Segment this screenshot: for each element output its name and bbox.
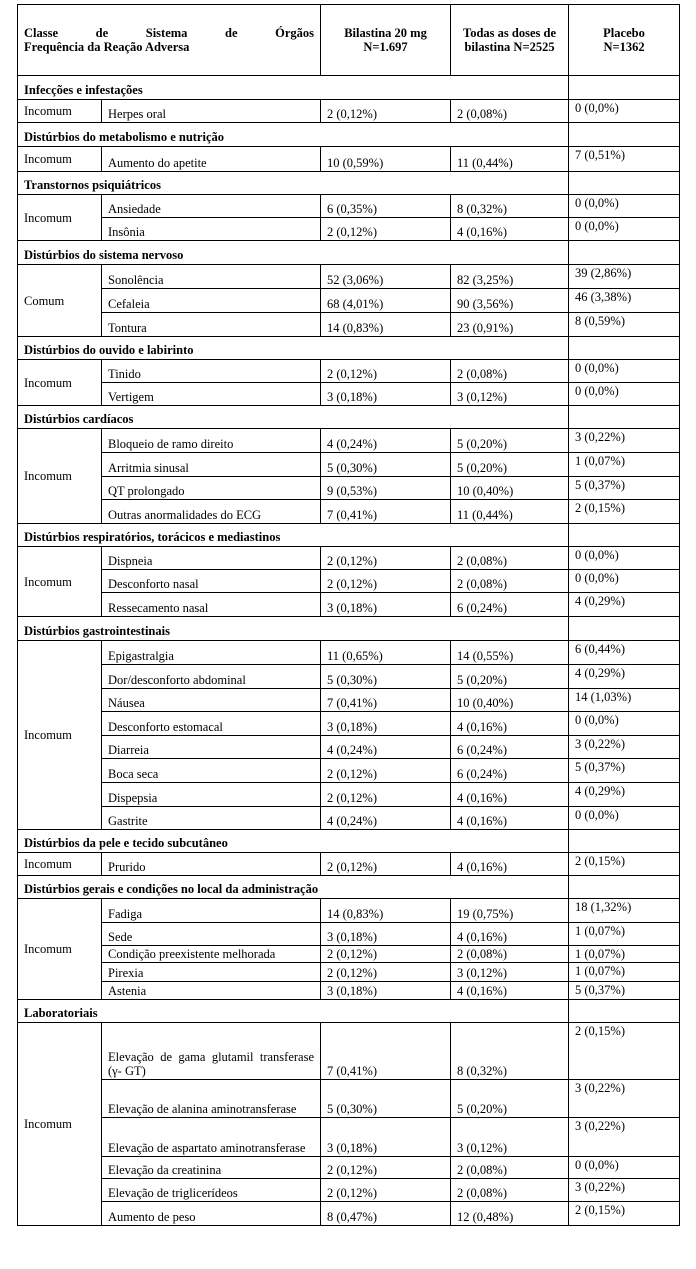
category-name: Distúrbios gerais e condições no local da administração xyxy=(18,876,569,899)
category-empty-cell xyxy=(569,76,680,100)
placebo-cell: 2 (0,15%) xyxy=(569,853,680,876)
all-doses-cell: 10 (0,40%) xyxy=(451,689,569,712)
all-doses-cell: 5 (0,20%) xyxy=(451,665,569,689)
frequency-cell: Incomum xyxy=(18,147,102,172)
reaction-cell: Boca seca xyxy=(102,759,321,783)
table-row xyxy=(18,923,680,946)
placebo-cell: 3 (0,22%) xyxy=(569,429,680,453)
table-row xyxy=(18,1118,680,1157)
table-row xyxy=(18,195,680,218)
table-row xyxy=(18,477,680,500)
reaction-cell: Prurido xyxy=(102,853,321,876)
placebo-cell: 2 (0,15%) xyxy=(569,1202,680,1226)
all-doses-cell: 3 (0,12%) xyxy=(451,1118,569,1157)
bilastina-20mg-cell: 2 (0,12%) xyxy=(321,853,451,876)
all-doses-cell: 11 (0,44%) xyxy=(451,500,569,524)
category-name: Distúrbios do sistema nervoso xyxy=(18,241,569,265)
reaction-cell: Gastrite xyxy=(102,807,321,830)
all-doses-cell: 2 (0,08%) xyxy=(451,946,569,963)
bilastina-20mg-cell: 2 (0,12%) xyxy=(321,570,451,593)
bilastina-20mg-cell: 5 (0,30%) xyxy=(321,453,451,477)
document-page xyxy=(17,4,679,1226)
reaction-cell: Herpes oral xyxy=(102,100,321,123)
category-name: Laboratoriais xyxy=(18,1000,569,1023)
category-empty-cell xyxy=(569,172,680,195)
frequency-cell: Incomum xyxy=(18,641,102,830)
placebo-cell: 0 (0,0%) xyxy=(569,1157,680,1179)
all-doses-cell: 5 (0,20%) xyxy=(451,429,569,453)
bilastina-20mg-cell: 2 (0,12%) xyxy=(321,1179,451,1202)
reaction-cell: QT prolongado xyxy=(102,477,321,500)
placebo-cell: 5 (0,37%) xyxy=(569,982,680,1000)
placebo-cell: 4 (0,29%) xyxy=(569,593,680,617)
placebo-cell: 18 (1,32%) xyxy=(569,899,680,923)
table-row xyxy=(18,1157,680,1179)
all-doses-cell: 12 (0,48%) xyxy=(451,1202,569,1226)
category-name: Distúrbios da pele e tecido subcutâneo xyxy=(18,830,569,853)
table-row xyxy=(18,570,680,593)
reaction-cell: Astenia xyxy=(102,982,321,1000)
all-doses-cell: 14 (0,55%) xyxy=(451,641,569,665)
frequency-cell: Incomum xyxy=(18,429,102,524)
reaction-cell: Epigastralgia xyxy=(102,641,321,665)
bilastina-20mg-cell: 9 (0,53%) xyxy=(321,477,451,500)
category-row xyxy=(18,406,680,429)
placebo-cell: 0 (0,0%) xyxy=(569,195,680,218)
category-empty-cell xyxy=(569,337,680,360)
bilastina-20mg-cell: 68 (4,01%) xyxy=(321,289,451,313)
placebo-cell: 3 (0,22%) xyxy=(569,1179,680,1202)
placebo-cell: 2 (0,15%) xyxy=(569,1023,680,1080)
frequency-cell: Incomum xyxy=(18,1023,102,1226)
placebo-cell: 14 (1,03%) xyxy=(569,689,680,712)
table-row xyxy=(18,853,680,876)
placebo-cell: 1 (0,07%) xyxy=(569,453,680,477)
all-doses-cell: 2 (0,08%) xyxy=(451,570,569,593)
bilastina-20mg-cell: 52 (3,06%) xyxy=(321,265,451,289)
reaction-cell: Diarreia xyxy=(102,736,321,759)
category-empty-cell xyxy=(569,524,680,547)
all-doses-cell: 10 (0,40%) xyxy=(451,477,569,500)
frequency-cell: Incomum xyxy=(18,100,102,123)
all-doses-cell: 3 (0,12%) xyxy=(451,383,569,406)
category-empty-cell xyxy=(569,406,680,429)
placebo-cell: 5 (0,37%) xyxy=(569,759,680,783)
reaction-cell: Elevação de gama glutamil transferase (γ- GT) xyxy=(102,1023,321,1080)
bilastina-20mg-cell: 11 (0,65%) xyxy=(321,641,451,665)
all-doses-cell: 3 (0,12%) xyxy=(451,963,569,982)
placebo-cell: 39 (2,86%) xyxy=(569,265,680,289)
placebo-cell: 6 (0,44%) xyxy=(569,641,680,665)
category-row xyxy=(18,76,680,100)
bilastina-20mg-cell: 2 (0,12%) xyxy=(321,100,451,123)
table-row xyxy=(18,946,680,963)
table-row xyxy=(18,147,680,172)
table-row xyxy=(18,360,680,383)
table-row xyxy=(18,383,680,406)
placebo-cell: 0 (0,0%) xyxy=(569,547,680,570)
table-row xyxy=(18,100,680,123)
all-doses-cell: 5 (0,20%) xyxy=(451,453,569,477)
bilastina-20mg-cell: 3 (0,18%) xyxy=(321,383,451,406)
placebo-cell: 3 (0,22%) xyxy=(569,1118,680,1157)
bilastina-20mg-cell: 2 (0,12%) xyxy=(321,547,451,570)
bilastina-20mg-cell: 5 (0,30%) xyxy=(321,1080,451,1118)
bilastina-20mg-cell: 10 (0,59%) xyxy=(321,147,451,172)
category-empty-cell xyxy=(569,1000,680,1023)
table-row xyxy=(18,712,680,736)
category-row xyxy=(18,172,680,195)
all-doses-cell: 4 (0,16%) xyxy=(451,982,569,1000)
reaction-cell: Dispneia xyxy=(102,547,321,570)
all-doses-cell: 4 (0,16%) xyxy=(451,712,569,736)
category-name: Transtornos psiquiátricos xyxy=(18,172,569,195)
category-row xyxy=(18,123,680,147)
category-name: Distúrbios respiratórios, torácicos e mediastinos xyxy=(18,524,569,547)
category-empty-cell xyxy=(569,876,680,899)
reaction-cell: Desconforto nasal xyxy=(102,570,321,593)
reaction-cell: Tontura xyxy=(102,313,321,337)
category-row xyxy=(18,876,680,899)
all-doses-cell: 2 (0,08%) xyxy=(451,1179,569,1202)
placebo-cell: 0 (0,0%) xyxy=(569,218,680,241)
bilastina-20mg-cell: 4 (0,24%) xyxy=(321,429,451,453)
bilastina-20mg-cell: 6 (0,35%) xyxy=(321,195,451,218)
reaction-cell: Tinido xyxy=(102,360,321,383)
placebo-cell: 0 (0,0%) xyxy=(569,383,680,406)
frequency-cell: Comum xyxy=(18,265,102,337)
bilastina-20mg-cell: 3 (0,18%) xyxy=(321,712,451,736)
placebo-cell: 2 (0,15%) xyxy=(569,500,680,524)
reaction-cell: Ressecamento nasal xyxy=(102,593,321,617)
adverse-reactions-table xyxy=(17,4,680,1226)
reaction-cell: Elevação de alanina aminotransferase xyxy=(102,1080,321,1118)
table-row xyxy=(18,593,680,617)
header-placebo: Placebo N=1362 xyxy=(569,5,680,76)
all-doses-cell: 6 (0,24%) xyxy=(451,759,569,783)
bilastina-20mg-cell: 7 (0,41%) xyxy=(321,689,451,712)
category-row xyxy=(18,524,680,547)
frequency-cell: Incomum xyxy=(18,195,102,241)
frequency-cell: Incomum xyxy=(18,853,102,876)
placebo-cell: 8 (0,59%) xyxy=(569,313,680,337)
reaction-cell: Desconforto estomacal xyxy=(102,712,321,736)
table-row xyxy=(18,1202,680,1226)
table-row xyxy=(18,1080,680,1118)
all-doses-cell: 8 (0,32%) xyxy=(451,195,569,218)
category-name: Distúrbios cardíacos xyxy=(18,406,569,429)
bilastina-20mg-cell: 14 (0,83%) xyxy=(321,899,451,923)
header-row xyxy=(18,5,680,76)
table-row xyxy=(18,641,680,665)
table-row xyxy=(18,313,680,337)
bilastina-20mg-cell: 3 (0,18%) xyxy=(321,593,451,617)
reaction-cell: Pirexia xyxy=(102,963,321,982)
reaction-cell: Outras anormalidades do ECG xyxy=(102,500,321,524)
table-row xyxy=(18,899,680,923)
placebo-cell: 3 (0,22%) xyxy=(569,736,680,759)
table-row xyxy=(18,963,680,982)
category-row xyxy=(18,1000,680,1023)
all-doses-cell: 4 (0,16%) xyxy=(451,923,569,946)
placebo-cell: 1 (0,07%) xyxy=(569,946,680,963)
all-doses-cell: 82 (3,25%) xyxy=(451,265,569,289)
category-empty-cell xyxy=(569,241,680,265)
category-row xyxy=(18,830,680,853)
reaction-cell: Sonolência xyxy=(102,265,321,289)
all-doses-cell: 2 (0,08%) xyxy=(451,1157,569,1179)
category-name: Infecções e infestações xyxy=(18,76,569,100)
reaction-cell: Arritmia sinusal xyxy=(102,453,321,477)
header-bilastina-20mg: Bilastina 20 mg N=1.697 xyxy=(321,5,451,76)
all-doses-cell: 5 (0,20%) xyxy=(451,1080,569,1118)
reaction-cell: Aumento do apetite xyxy=(102,147,321,172)
table-row xyxy=(18,218,680,241)
bilastina-20mg-cell: 7 (0,41%) xyxy=(321,1023,451,1080)
placebo-cell: 0 (0,0%) xyxy=(569,100,680,123)
placebo-cell: 0 (0,0%) xyxy=(569,807,680,830)
placebo-cell: 4 (0,29%) xyxy=(569,665,680,689)
table-row xyxy=(18,689,680,712)
table-row xyxy=(18,783,680,807)
reaction-cell: Elevação de triglicerídeos xyxy=(102,1179,321,1202)
placebo-cell: 1 (0,07%) xyxy=(569,963,680,982)
table-row xyxy=(18,265,680,289)
reaction-cell: Dor/desconforto abdominal xyxy=(102,665,321,689)
all-doses-cell: 11 (0,44%) xyxy=(451,147,569,172)
placebo-cell: 7 (0,51%) xyxy=(569,147,680,172)
table-row xyxy=(18,1023,680,1080)
category-empty-cell xyxy=(569,830,680,853)
table-row xyxy=(18,547,680,570)
category-empty-cell xyxy=(569,123,680,147)
all-doses-cell: 23 (0,91%) xyxy=(451,313,569,337)
table-row xyxy=(18,807,680,830)
bilastina-20mg-cell: 2 (0,12%) xyxy=(321,1157,451,1179)
reaction-cell: Sede xyxy=(102,923,321,946)
all-doses-cell: 2 (0,08%) xyxy=(451,547,569,570)
placebo-cell: 46 (3,38%) xyxy=(569,289,680,313)
bilastina-20mg-cell: 2 (0,12%) xyxy=(321,963,451,982)
frequency-cell: Incomum xyxy=(18,547,102,617)
table-body xyxy=(18,76,680,1226)
table-row xyxy=(18,759,680,783)
table-row xyxy=(18,289,680,313)
placebo-cell: 4 (0,29%) xyxy=(569,783,680,807)
placebo-cell: 5 (0,37%) xyxy=(569,477,680,500)
bilastina-20mg-cell: 4 (0,24%) xyxy=(321,807,451,830)
category-row xyxy=(18,241,680,265)
reaction-cell: Vertigem xyxy=(102,383,321,406)
placebo-cell: 3 (0,22%) xyxy=(569,1080,680,1118)
bilastina-20mg-cell: 7 (0,41%) xyxy=(321,500,451,524)
header-frequency-label: Frequência da Reação Adversa xyxy=(24,40,190,54)
all-doses-cell: 4 (0,16%) xyxy=(451,783,569,807)
all-doses-cell: 6 (0,24%) xyxy=(451,593,569,617)
reaction-cell: Aumento de peso xyxy=(102,1202,321,1226)
bilastina-20mg-cell: 3 (0,18%) xyxy=(321,923,451,946)
placebo-cell: 1 (0,07%) xyxy=(569,923,680,946)
all-doses-cell: 6 (0,24%) xyxy=(451,736,569,759)
frequency-cell: Incomum xyxy=(18,360,102,406)
placebo-cell: 0 (0,0%) xyxy=(569,712,680,736)
category-empty-cell xyxy=(569,617,680,641)
frequency-cell: Incomum xyxy=(18,899,102,1000)
bilastina-20mg-cell: 5 (0,30%) xyxy=(321,665,451,689)
table-row xyxy=(18,665,680,689)
all-doses-cell: 19 (0,75%) xyxy=(451,899,569,923)
category-name: Distúrbios gastrointestinais xyxy=(18,617,569,641)
category-name: Distúrbios do metabolismo e nutrição xyxy=(18,123,569,147)
bilastina-20mg-cell: 4 (0,24%) xyxy=(321,736,451,759)
all-doses-cell: 90 (3,56%) xyxy=(451,289,569,313)
all-doses-cell: 2 (0,08%) xyxy=(451,360,569,383)
all-doses-cell: 4 (0,16%) xyxy=(451,853,569,876)
reaction-cell: Ansiedade xyxy=(102,195,321,218)
table-row xyxy=(18,453,680,477)
reaction-cell: Condição preexistente melhorada xyxy=(102,946,321,963)
reaction-cell: Elevação da creatinina xyxy=(102,1157,321,1179)
table-row xyxy=(18,1179,680,1202)
bilastina-20mg-cell: 2 (0,12%) xyxy=(321,946,451,963)
bilastina-20mg-cell: 2 (0,12%) xyxy=(321,783,451,807)
bilastina-20mg-cell: 8 (0,47%) xyxy=(321,1202,451,1226)
reaction-cell: Insônia xyxy=(102,218,321,241)
all-doses-cell: 4 (0,16%) xyxy=(451,807,569,830)
category-row xyxy=(18,617,680,641)
bilastina-20mg-cell: 2 (0,12%) xyxy=(321,759,451,783)
reaction-cell: Elevação de aspartato aminotransferase xyxy=(102,1118,321,1157)
reaction-cell: Fadiga xyxy=(102,899,321,923)
header-class-label: Classe de Sistema de Órgãos xyxy=(24,26,315,40)
bilastina-20mg-cell: 14 (0,83%) xyxy=(321,313,451,337)
table-row xyxy=(18,429,680,453)
table-row xyxy=(18,736,680,759)
placebo-cell: 0 (0,0%) xyxy=(569,570,680,593)
bilastina-20mg-cell: 3 (0,18%) xyxy=(321,982,451,1000)
reaction-cell: Bloqueio de ramo direito xyxy=(102,429,321,453)
table-row xyxy=(18,982,680,1000)
table-row xyxy=(18,500,680,524)
reaction-cell: Náusea xyxy=(102,689,321,712)
all-doses-cell: 8 (0,32%) xyxy=(451,1023,569,1080)
category-name: Distúrbios do ouvido e labirinto xyxy=(18,337,569,360)
header-class-frequency xyxy=(18,5,321,76)
reaction-cell: Cefaleia xyxy=(102,289,321,313)
all-doses-cell: 2 (0,08%) xyxy=(451,100,569,123)
placebo-cell: 0 (0,0%) xyxy=(569,360,680,383)
category-row xyxy=(18,337,680,360)
all-doses-cell: 4 (0,16%) xyxy=(451,218,569,241)
header-all-doses: Todas as doses de bilastina N=2525 xyxy=(451,5,569,76)
bilastina-20mg-cell: 2 (0,12%) xyxy=(321,218,451,241)
bilastina-20mg-cell: 2 (0,12%) xyxy=(321,360,451,383)
bilastina-20mg-cell: 3 (0,18%) xyxy=(321,1118,451,1157)
reaction-cell: Dispepsia xyxy=(102,783,321,807)
